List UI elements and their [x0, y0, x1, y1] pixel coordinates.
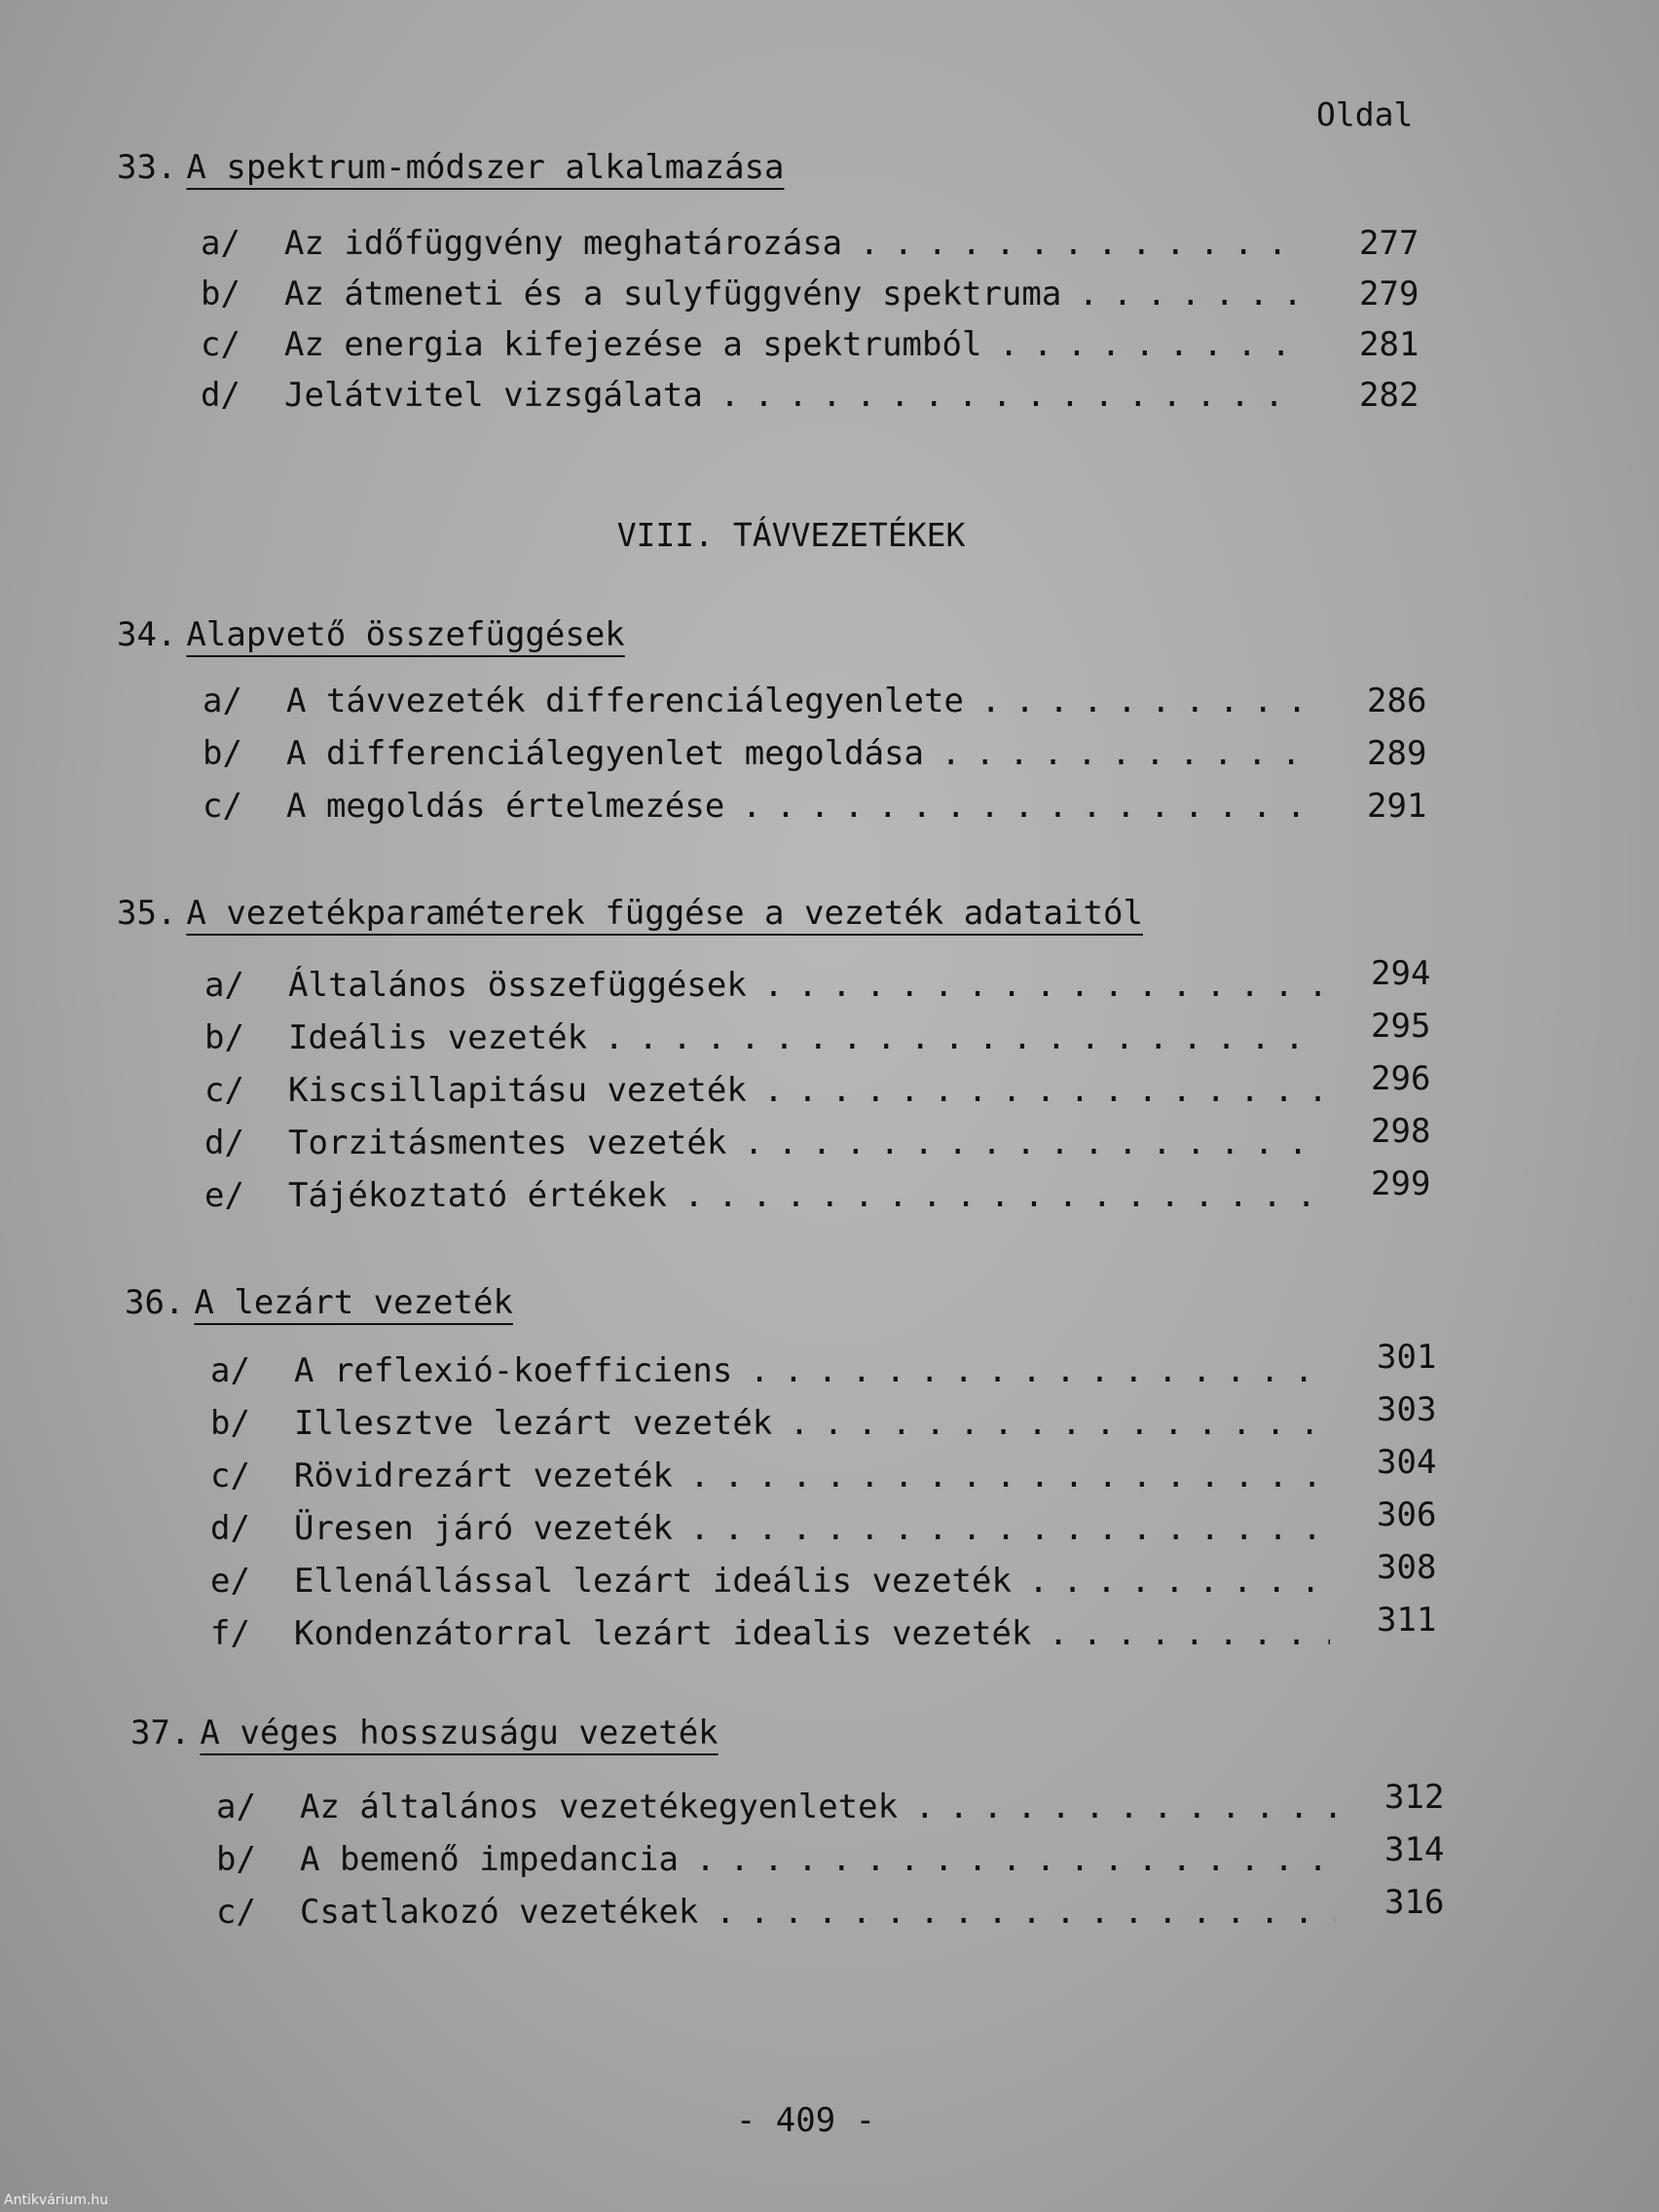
entry-letter: b/	[210, 1404, 250, 1443]
section-36-title	[125, 1283, 513, 1322]
entry-label: Jelátvitel vizsgálata . . .	[284, 376, 1296, 415]
entry-label: Ellenállással lezárt ideális vezeték . . .	[294, 1562, 1330, 1601]
entry-letter: b/	[216, 1840, 256, 1879]
toc-entry	[210, 1351, 1330, 1394]
entry-page-number: 282	[1359, 376, 1419, 415]
toc-entry	[204, 1018, 1324, 1061]
entry-label: Az általános vezetékegyenletek . . .	[300, 1788, 1336, 1826]
toc-entry	[201, 224, 1296, 267]
entry-label: Illesztve lezárt vezeték . . .	[294, 1404, 1330, 1443]
entry-label: A megoldás értelmezése . . .	[286, 787, 1322, 826]
entry-page-number: 311	[1377, 1601, 1437, 1640]
entry-label: Általános összefüggések . . .	[288, 966, 1324, 1005]
toc-entry	[210, 1456, 1330, 1499]
entry-page-number: 296	[1371, 1059, 1431, 1098]
toc-entry	[210, 1562, 1330, 1604]
entry-letter: a/	[201, 224, 240, 263]
entry-letter: c/	[216, 1893, 256, 1932]
toc-entry	[204, 966, 1324, 1009]
section-heading: A véges hosszuságu vezeték	[200, 1714, 719, 1752]
entry-page-number: 304	[1377, 1443, 1437, 1482]
entry-page-number: 291	[1367, 787, 1427, 826]
entry-label: A reflexió-koefficiens . . .	[294, 1351, 1330, 1390]
toc-entry	[201, 325, 1296, 368]
entry-page-number: 295	[1371, 1007, 1431, 1046]
toc-entry	[203, 787, 1322, 830]
page-column-header: Oldal	[1316, 95, 1414, 133]
entry-letter: c/	[204, 1071, 244, 1110]
page-number-footer: - 409 -	[735, 2101, 876, 2140]
entry-letter: c/	[201, 325, 240, 364]
chapter-heading: VIII. TÁVVEZETÉKEK	[616, 516, 966, 554]
entry-page-number: 294	[1371, 954, 1431, 993]
entry-letter: c/	[210, 1456, 250, 1495]
section-number: 35.	[117, 894, 177, 933]
toc-entry	[204, 1124, 1324, 1166]
entry-page-number: 281	[1359, 325, 1419, 364]
toc-entry	[216, 1840, 1336, 1883]
entry-label: Üresen járó vezeték . . .	[294, 1509, 1330, 1548]
entry-label: Tájékoztató értékek . . .	[288, 1176, 1324, 1215]
entry-letter: d/	[201, 376, 240, 415]
entry-page-number: 316	[1384, 1883, 1445, 1922]
entry-letter: e/	[210, 1562, 250, 1601]
entry-page-number: 299	[1371, 1164, 1431, 1203]
entry-label: Az átmeneti és a sulyfüggvény spektruma . . .	[284, 275, 1296, 313]
section-number: 37.	[130, 1714, 191, 1752]
toc-entry	[216, 1893, 1336, 1936]
entry-letter: b/	[204, 1018, 244, 1057]
entry-page-number: 277	[1359, 224, 1419, 263]
section-34-title	[117, 615, 625, 654]
entry-page-number: 301	[1377, 1338, 1437, 1377]
section-heading: A vezetékparaméterek függése a vezeték adataitól	[186, 894, 1143, 933]
entry-letter: a/	[203, 682, 242, 720]
toc-entry	[203, 682, 1322, 724]
toc-entry	[204, 1071, 1324, 1114]
section-heading: A spektrum-módszer alkalmazása	[186, 148, 785, 187]
entry-label: Torzitásmentes vezeték . . .	[288, 1124, 1324, 1162]
entry-page-number: 289	[1367, 734, 1427, 773]
entry-label: Ideális vezeték . . .	[288, 1018, 1324, 1057]
entry-letter: b/	[201, 275, 240, 313]
toc-entry	[203, 734, 1322, 777]
entry-page-number: 314	[1384, 1830, 1445, 1869]
toc-entry	[204, 1176, 1324, 1219]
entry-page-number: 298	[1371, 1112, 1431, 1151]
section-number: 33.	[117, 148, 177, 187]
entry-letter: d/	[210, 1509, 250, 1548]
entry-label: Az energia kifejezése a spektrumból . . .	[284, 325, 1296, 364]
entry-label: Kiscsillapitásu vezeték . . .	[288, 1071, 1324, 1110]
entry-page-number: 306	[1377, 1495, 1437, 1534]
entry-page-number: 312	[1384, 1778, 1445, 1817]
section-35-title	[117, 894, 1143, 933]
entry-label: A távvezeték differenciálegyenlete . . .	[286, 682, 1322, 720]
toc-entry	[210, 1404, 1330, 1447]
entry-label: A bemenő impedancia . . .	[300, 1840, 1336, 1879]
entry-label: A differenciálegyenlet megoldása . . .	[286, 734, 1322, 773]
section-heading: A lezárt vezeték	[194, 1283, 513, 1322]
toc-entry	[201, 376, 1296, 419]
entry-label: Csatlakozó vezetékek . . .	[300, 1893, 1336, 1932]
toc-entry	[216, 1788, 1336, 1830]
section-33-title	[117, 148, 785, 187]
entry-letter: a/	[216, 1788, 256, 1826]
entry-label: Az időfüggvény meghatározása . . .	[284, 224, 1296, 263]
entry-letter: d/	[204, 1124, 244, 1162]
entry-page-number: 279	[1359, 275, 1419, 313]
toc-entry	[210, 1509, 1330, 1552]
watermark: Antikvárium.hu	[4, 2193, 109, 2208]
entry-letter: e/	[204, 1176, 244, 1215]
entry-page-number: 286	[1367, 682, 1427, 720]
entry-letter: a/	[210, 1351, 250, 1390]
entry-letter: a/	[204, 966, 244, 1005]
entry-label: Kondenzátorral lezárt idealis vezeték . . .	[294, 1614, 1330, 1653]
entry-page-number: 308	[1377, 1548, 1437, 1587]
section-number: 34.	[117, 615, 177, 654]
entry-letter: c/	[203, 787, 242, 826]
entry-page-number: 303	[1377, 1390, 1437, 1429]
entry-label: Rövidrezárt vezeték . . .	[294, 1456, 1330, 1495]
section-heading: Alapvető összefüggések	[186, 615, 625, 654]
section-37-title	[130, 1714, 719, 1752]
toc-entry	[210, 1614, 1330, 1657]
entry-letter: f/	[210, 1614, 250, 1653]
section-number: 36.	[125, 1283, 185, 1322]
entry-letter: b/	[203, 734, 242, 773]
toc-entry	[201, 275, 1296, 317]
